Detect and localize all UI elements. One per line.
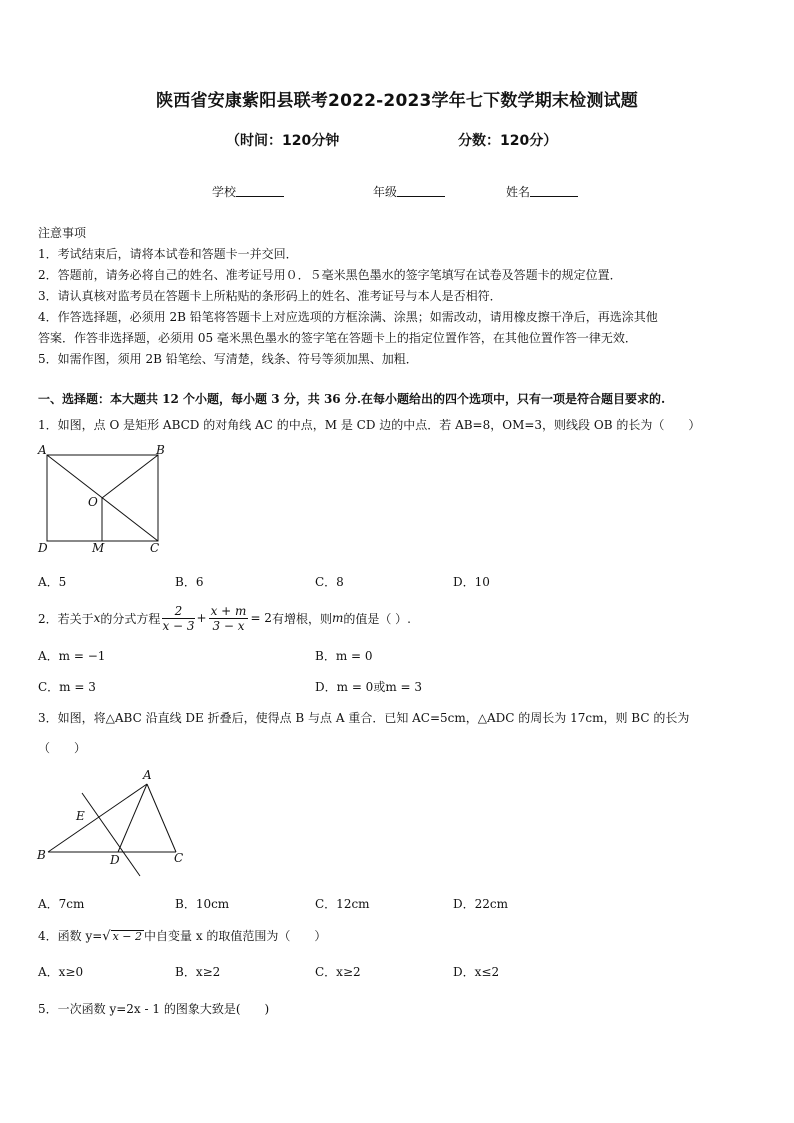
segment-ob [102,455,158,498]
label-a: A [38,443,47,457]
radicand: x − 2 [112,930,143,943]
q3-text: 3．如图，将△ABC 沿直线 DE 折叠后，使得点 B 与点 A 重合．已知 AC=5cm，△ADC 的周长为 17cm，则 BC 的长为 [38,711,690,725]
label-d: D [110,853,120,867]
q2-option-c: C．m = 3 [38,680,96,694]
note-item: 1．考试结束后，请将本试卷和答题卡一并交回． [38,247,298,261]
name-field: 姓名 [506,183,578,200]
school-field: 学校 [212,183,284,200]
score-label: 分数：120分） [458,133,558,149]
label-b: B [37,848,46,862]
q3-text-cont: （ ） [38,741,87,755]
time-label: （时间：120分钟 [226,133,340,149]
fraction-2: $\frac{x + m}{3 - x}$ [210,603,247,633]
label-m: M [92,541,105,555]
q5-text: 5．一次函数 y=2x - 1 的图象大致是( ) [38,1002,270,1016]
q4-text: 4．函数 y=√ x − 2 中自变量 x 的取值范围为（ ） [38,929,327,944]
q3-triangle-figure [34,764,194,880]
q4-option-c: C．x≥2 [315,965,361,979]
q1-rectangle-figure [34,442,174,558]
q1-text: 1．如图，点 O 是矩形 ABCD 的对角线 AC 的中点，M 是 CD 边的中点．若 AB=8，OM=3，则线段 OB 的长为（ ） [38,418,701,432]
q2-option-b: B．m = 0 [315,649,373,663]
q2-option-a: A．m = −1 [38,649,106,663]
label-a: A [143,768,152,782]
q3-option-d: D．22cm [453,897,508,911]
note-item: 3．请认真核对监考员在答题卡上所粘贴的条形码上的姓名、准考证号与本人是否相符． [38,289,502,303]
q4-option-d: D．x≤2 [453,965,500,979]
section-heading: 一、选择题：本大题共 12 个小题，每小题 3 分，共 36 分.在每小题给出的四个选项中，只有一项是符合题目要求的. [38,392,666,406]
q3-option-c: C．12cm [315,897,370,911]
label-o: O [88,495,98,509]
q1-option-c: C．8 [315,575,344,589]
q1-option-a: A．5 [38,575,67,589]
label-c: C [150,541,160,555]
q4-option-a: A．x≥0 [38,965,84,979]
q1-option-d: D．10 [453,575,490,589]
label-e: E [76,809,85,823]
label-c: C [174,851,184,865]
note-item: 5．如需作图，须用 2B 铅笔绘、写清楚，线条、符号等须加黑、加粗． [38,352,418,366]
q1-option-b: B．6 [175,575,204,589]
q4-option-b: B．x≥2 [175,965,221,979]
q3-option-b: B．10cm [175,897,230,911]
grade-field: 年级 [373,183,445,200]
label-b: B [156,443,165,457]
notes-heading: 注意事项 [38,226,87,240]
note-item: 答案．作答非选择题，必须用 05 毫米黑色墨水的签字笔在答题卡上的指定位置作答，在其他位置作答一律无效． [38,331,637,345]
q2-option-d: D．m = 0或m = 3 [315,680,423,694]
q2-text: 2．若关于 x 的分式方程 $\frac{2}{x - 3}$ + $\frac{x + m}{3 - x}$ = 2 有增根，则 m 的值是（ ）. [38,603,411,633]
side-ac [147,784,176,852]
q3-option-a: A．7cm [38,897,85,911]
page-title: 陕西省安康紫阳县联考2022-2023学年七下数学期末检测试题 [156,91,638,111]
note-item: 4．作答选择题，必须用 2B 铅笔将答题卡上对应选项的方框涂满、涂黑；如需改动，请用橡皮擦干净后，再选涂其他 [38,310,658,324]
label-d: D [38,541,48,555]
note-item: 2．答题前，请务必将自己的姓名、准考证号用０．５毫米黑色墨水的签字笔填写在试卷及答题卡的规定位置． [38,268,622,282]
fraction-1: $\frac{2}{x - 3}$ [162,603,195,633]
